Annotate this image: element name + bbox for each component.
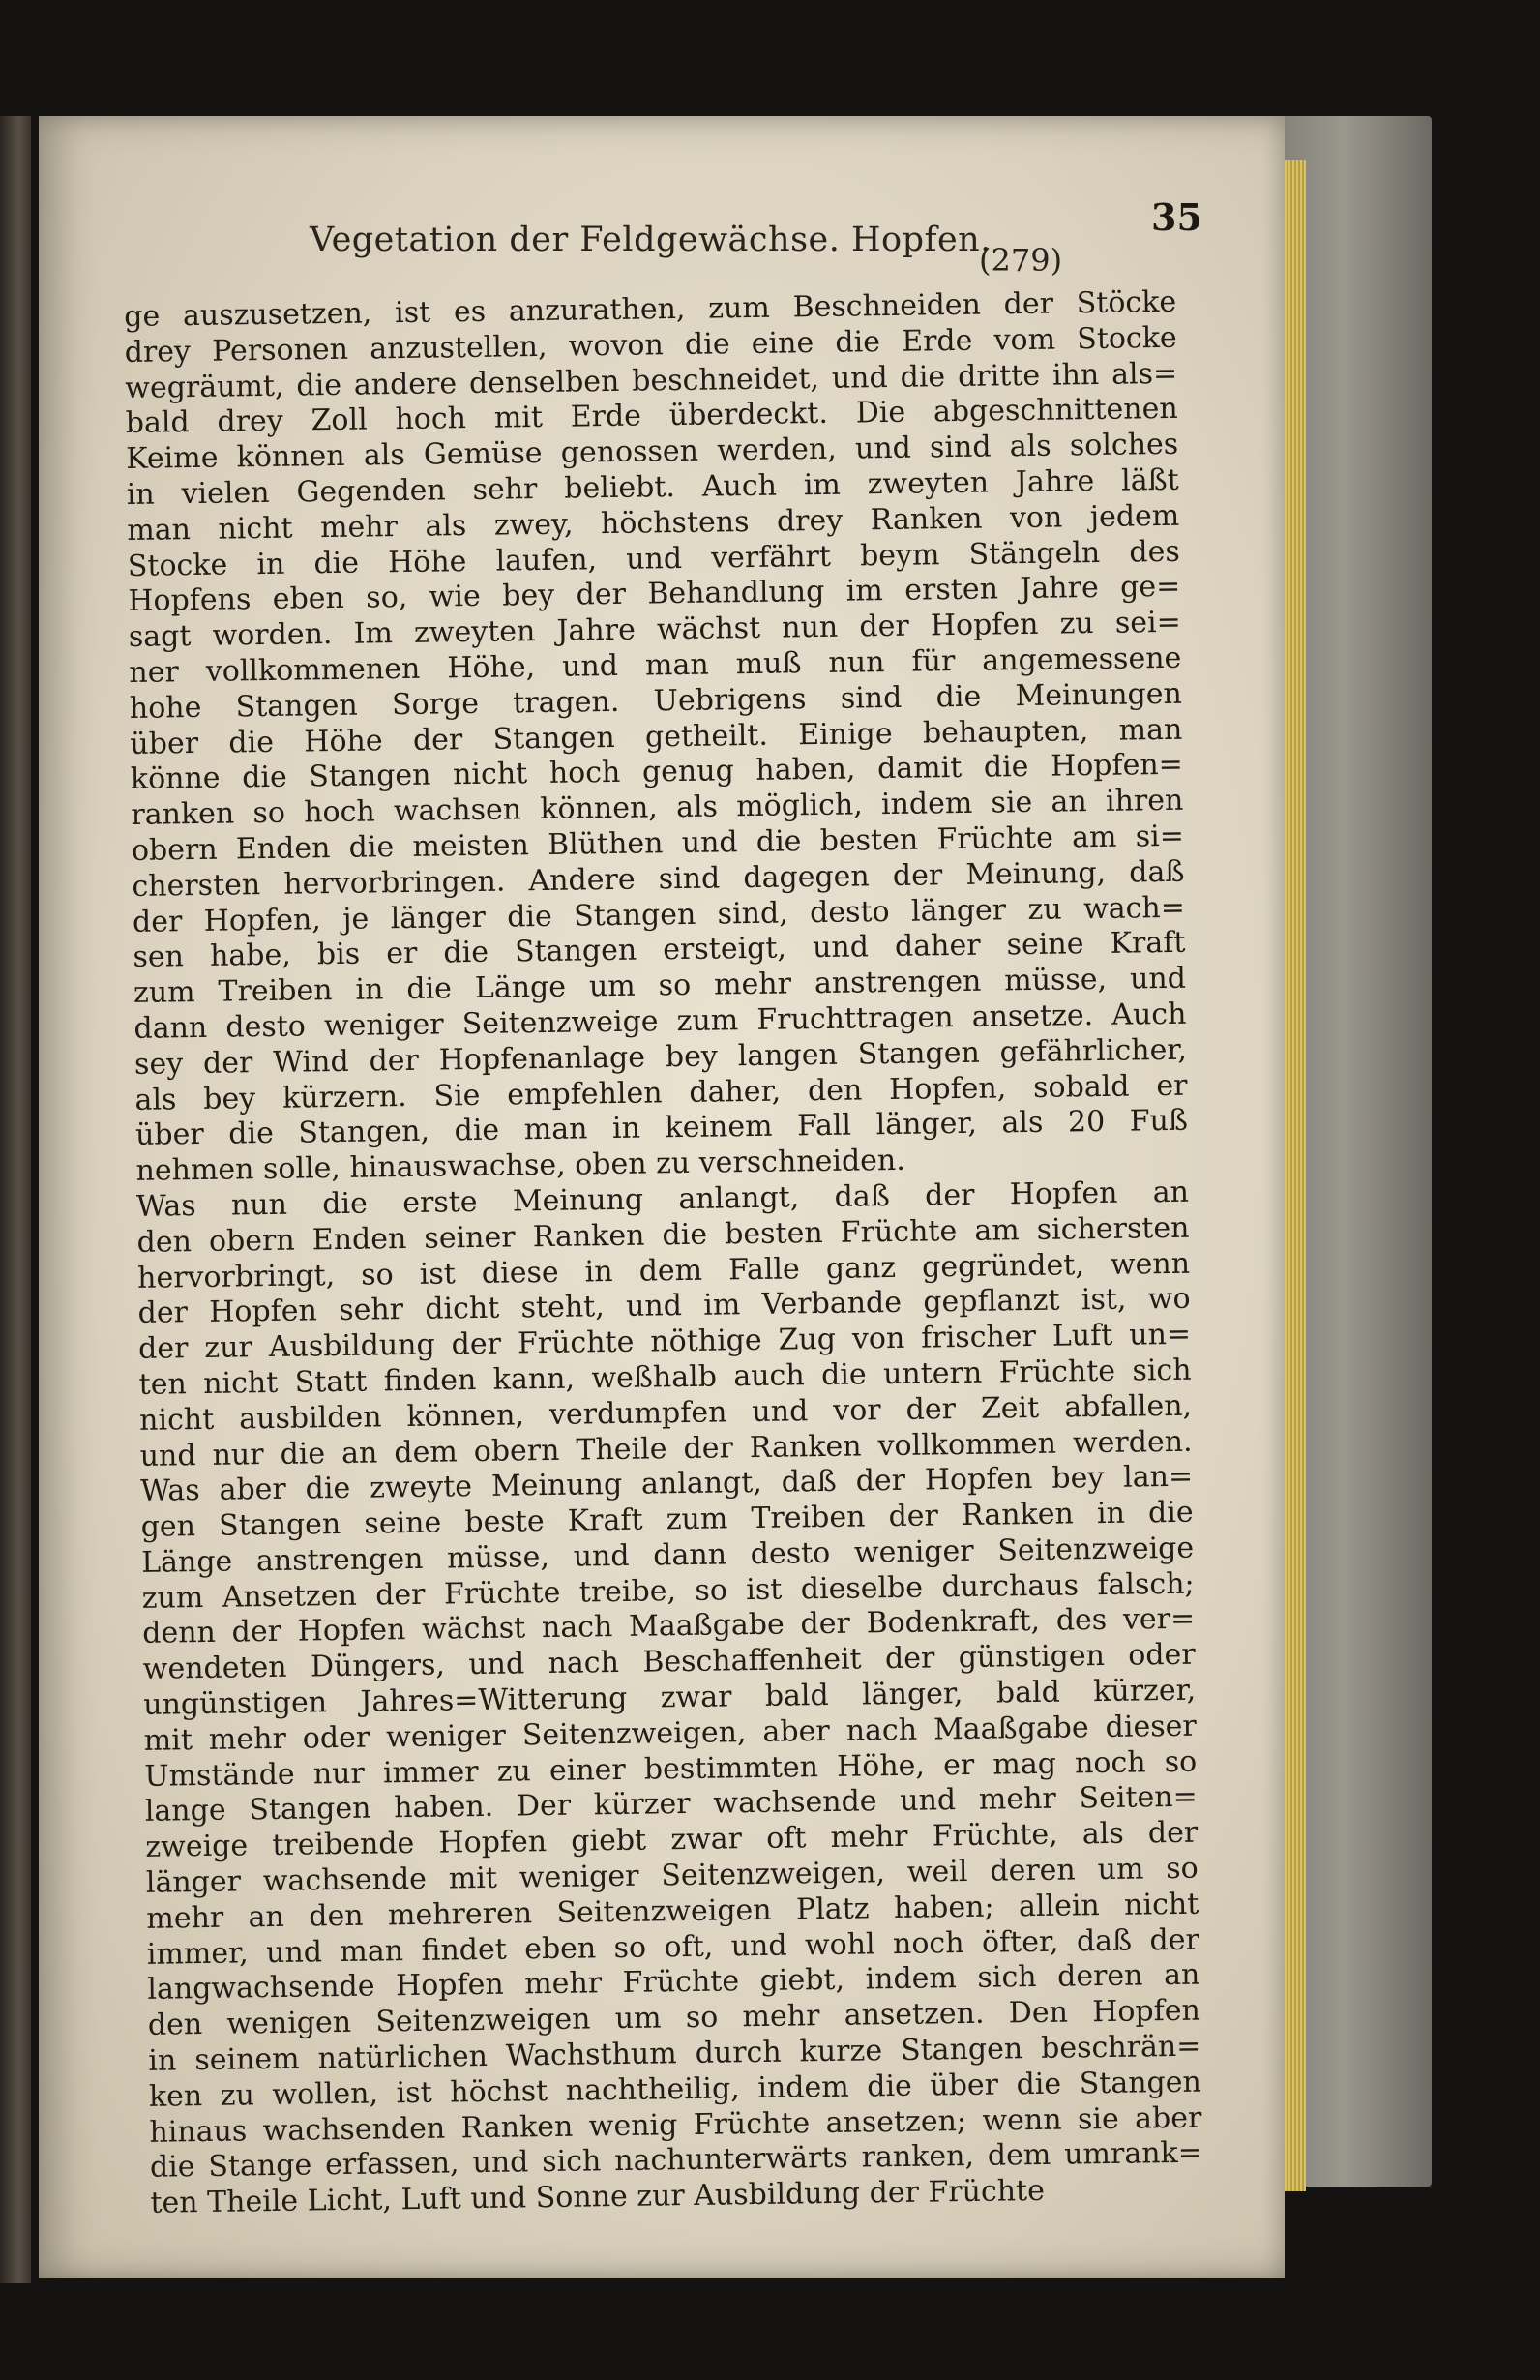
text-line: ge auszusetzen, ist es anzurathen, zum Beschneiden der Stöcke: [124, 284, 1177, 334]
book-page: [39, 116, 1285, 2278]
text-line: bald drey Zoll hoch mit Erde überdeckt. Die abgeschnittenen: [125, 392, 1178, 441]
text-line: der zur Ausbildung der Früchte nöthige Zug von frischer Luft un=: [137, 1317, 1192, 1367]
text-line: in seinem natürlichen Wachsthum durch kurze Stangen beschrän=: [148, 2029, 1201, 2078]
text-line: über die Höhe der Stangen getheilt. Einige behaupten, man: [130, 712, 1183, 761]
text-line: lange Stangen haben. Der kürzer wachsende und mehr Seiten=: [144, 1780, 1198, 1830]
text-line: immer, und man findet eben so oft, und wohl noch öfter, daß der: [146, 1922, 1200, 1972]
adjacent-page-edge: [0, 116, 31, 2283]
text-line: zweige treibende Hopfen giebt zwar oft mehr Früchte, als der: [145, 1815, 1199, 1865]
text-line: obern Enden die meisten Blüthen und die besten Früchte am si=: [131, 818, 1185, 868]
text-line: in vielen Gegenden sehr beliebt. Auch im zweyten Jahre läßt: [126, 462, 1179, 512]
text-line: als bey kürzern. Sie empfehlen daher, den Hopfen, sobald er: [134, 1068, 1188, 1117]
text-line: Was nun die erste Meinung anlangt, daß der Hopfen an: [135, 1175, 1190, 1224]
text-line: Umstände nur immer zu einer bestimmten Höhe, er mag noch so: [144, 1744, 1198, 1794]
text-line: nicht ausbilden können, verdumpfen und vor der Zeit abfallen,: [138, 1388, 1193, 1438]
sheet-number: 35: [1151, 195, 1202, 239]
body-text: [124, 285, 1215, 2222]
text-line: langwachsende Hopfen mehr Früchte giebt, indem sich deren an: [147, 1958, 1200, 2008]
running-title: Vegetation der Feldgewächse. Hopfen.: [310, 221, 992, 259]
text-line: Keime können als Gemüse genossen werden, und sind als solches: [126, 427, 1179, 477]
text-line: länger wachsende mit weniger Seitenzweigen, weil deren um so: [145, 1851, 1199, 1900]
text-line: sagt worden. Im zweyten Jahre wächst nun der Hopfen zu sei=: [128, 605, 1182, 655]
text-line: der Hopfen sehr dicht steht, und im Verbande gepflanzt ist, wo: [137, 1282, 1191, 1331]
text-line: dann desto weniger Seitenzweige zum Fruchttragen ansetze. Auch: [133, 997, 1187, 1046]
text-line: Länge anstrengen müsse, und dann desto weniger Seitenzweige: [140, 1531, 1195, 1580]
page-number: (279): [979, 242, 1063, 279]
text-line: der Hopfen, je länger die Stangen sind, desto länger zu wach=: [132, 890, 1186, 939]
text-line: sey der Wind der Hopfenanlage bey langen Stangen gefährlicher,: [133, 1032, 1188, 1082]
text-line: ken zu wollen, ist höchst nachtheilig, indem die über die Stangen: [148, 2065, 1202, 2114]
text-line: ner vollkommenen Höhe, und man muß nun für angemessene: [129, 640, 1182, 690]
text-line: chersten hervorbringen. Andere sind dagegen der Meinung, daß: [132, 854, 1185, 904]
text-line: man nicht mehr als zwey, höchstens drey Ranken von jedem: [127, 498, 1180, 548]
text-line: könne die Stangen nicht hoch genug haben, damit die Hopfen=: [130, 748, 1184, 797]
text-line: zum Ansetzen der Früchte treibe, so ist dieselbe durchaus falsch;: [141, 1566, 1195, 1616]
text-line: wegräumt, die andere denselben beschneidet, und die dritte ihn als=: [125, 356, 1178, 405]
text-line: den wenigen Seitenzweigen um so mehr ansetzen. Den Hopfen: [147, 1993, 1201, 2043]
text-line: die Stange erfassen, und sich nachunterwärts ranken, dem umrank=: [149, 2136, 1203, 2186]
text-line: ten Theile Licht, Luft und Sonne zur Ausbildung der Früchte: [150, 2174, 1046, 2221]
text-line: ranken so hoch wachsen können, als möglich, indem sie an ihren: [131, 783, 1184, 833]
text-line: drey Personen anzustellen, wovon die eine die Erde vom Stocke: [124, 320, 1177, 370]
text-line: Stocke in die Höhe laufen, und verfährt beym Stängeln des: [127, 534, 1180, 583]
text-line: über die Stangen, die man in keinem Fall länger, als 20 Fuß: [134, 1104, 1189, 1153]
text-line: und nur die an dem obern Theile der Ranken vollkommen werden.: [139, 1424, 1193, 1473]
text-line: ten nicht Statt finden kann, weßhalb auch die untern Früchte sich: [138, 1353, 1192, 1402]
text-line: wendeten Düngers, und nach Beschaffenheit der günstigen oder: [142, 1637, 1196, 1687]
text-line: hinaus wachsenden Ranken wenig Früchte ansetzen; wenn sie aber: [149, 2100, 1202, 2150]
text-line: Was aber die zweyte Meinung anlangt, daß der Hopfen bey lan=: [139, 1459, 1194, 1509]
text-line: den obern Enden seiner Ranken die besten Früchte am sichersten: [136, 1210, 1190, 1260]
text-line: denn der Hopfen wächst nach Maaßgabe der Bodenkraft, des ver=: [142, 1602, 1196, 1651]
text-line: ungünstigen Jahres=Witterung zwar bald länger, bald kürzer,: [143, 1673, 1197, 1722]
text-line: sen habe, bis er die Stangen ersteigt, und daher seine Kraft: [133, 926, 1186, 975]
text-line: nehmen solle, hinauswachse, oben zu verschneiden.: [135, 1143, 906, 1189]
text-line: Hopfens eben so, wie bey der Behandlung im ersten Jahre ge=: [128, 570, 1181, 619]
text-line: mit mehr oder weniger Seitenzweigen, aber nach Maaßgabe dieser: [143, 1709, 1197, 1758]
text-line: zum Treiben in die Länge um so mehr anstrengen müsse, und: [133, 961, 1187, 1011]
text-line: hohe Stangen Sorge tragen. Uebrigens sind die Meinungen: [129, 676, 1183, 726]
text-line: gen Stangen seine beste Kraft zum Treiben der Ranken in die: [140, 1495, 1194, 1544]
text-line: mehr an den mehreren Seitenzweigen Platz haben; allein nicht: [146, 1887, 1199, 1936]
text-line: hervorbringt, so ist diese in dem Falle ganz gegründet, wenn: [136, 1246, 1191, 1295]
